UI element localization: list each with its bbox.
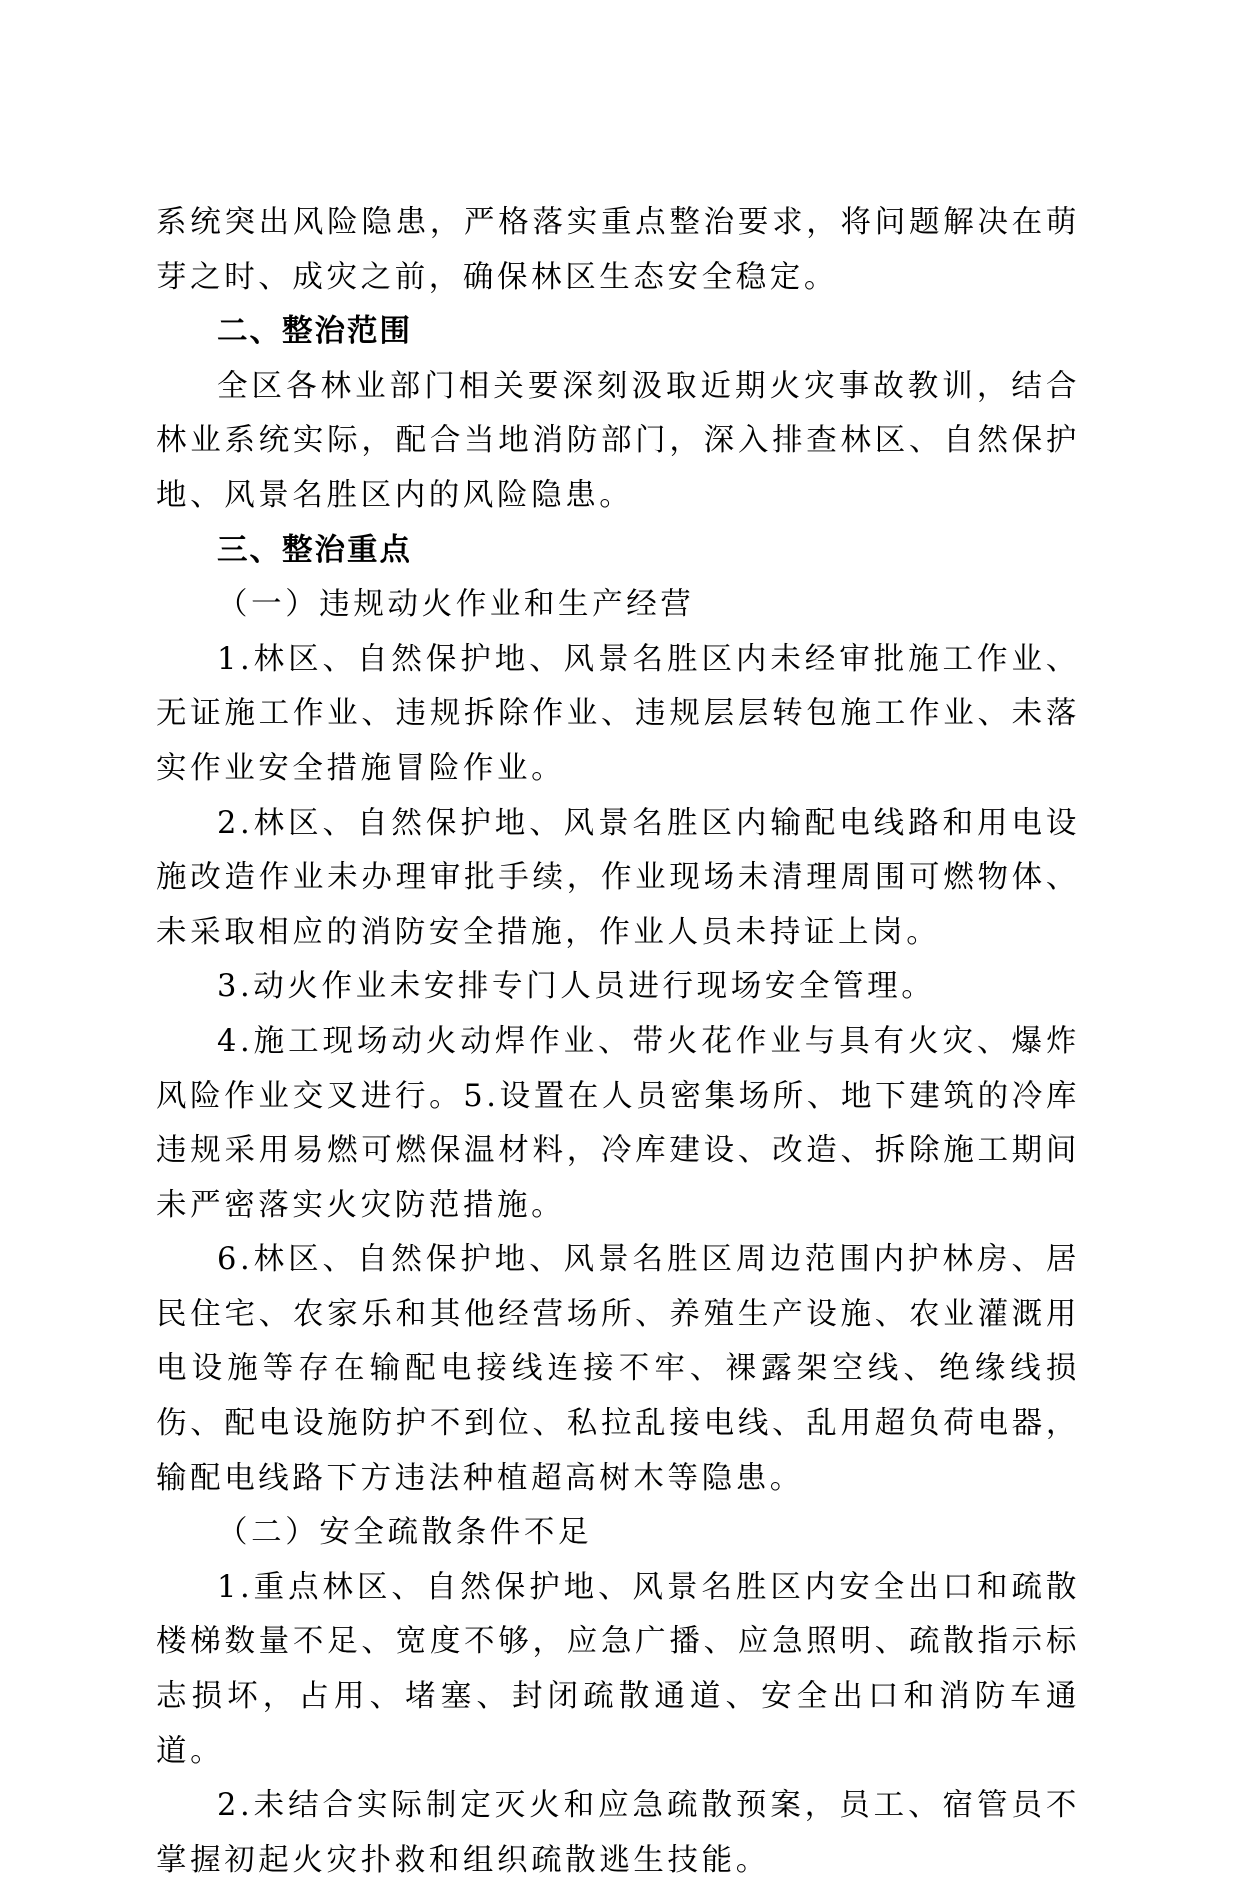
list-item-1-6: 6.林区、自然保护地、风景名胜区周边范围内护林房、居民住宅、农家乐和其他经营场所、养殖生产设施、农业灌溉用电设施等存在输配电接线连接不牢、裸露架空线、绝缘线损伤、配电设施防护不到位、私拉乱接电线、乱用超负荷电器，输配电线路下方违法种植超高树木等隐患。 [156, 1242, 1080, 1496]
list-item-1-3: 3.动火作业未安排专门人员进行现场安全管理。 [217, 969, 936, 1005]
list-item-2-2: 2.未结合实际制定灭火和应急疏散预案，员工、宿管员不掌握初起火灾扑救和组织疏散逃生技能。 [156, 1788, 1080, 1878]
list-item-1-4-5: 4.施工现场动火动焊作业、带火花作业与具有火灾、爆炸风险作业交叉进行。5.设置在人员密集场所、地下建筑的冷库违规采用易燃可燃保温材料，冷库建设、改造、拆除施工期间未严密落实火灾防范措施。 [156, 1023, 1080, 1223]
section-heading-focus: 三、整治重点 [217, 532, 412, 568]
list-item-1-1: 1.林区、自然保护地、风景名胜区内未经审批施工作业、无证施工作业、违规拆除作业、违规层层转包施工作业、未落实作业安全措施冒险作业。 [156, 641, 1080, 786]
paragraph-scope: 全区各林业部门相关要深刻汲取近期火灾事故教训，结合林业系统实际，配合当地消防部门，深入排查林区、自然保护地、风景名胜区内的风险隐患。 [156, 368, 1080, 513]
subsection-heading-fire-operations: （一）违规动火作业和生产经营 [217, 587, 695, 623]
paragraph-continuation: 系统突出风险隐患，严格落实重点整治要求，将问题解决在萌芽之时、成灾之前，确保林区生态安全稳定。 [156, 205, 1080, 295]
section-heading-scope: 二、整治范围 [217, 314, 412, 350]
document-body [156, 196, 1080, 1888]
list-item-2-1: 1.重点林区、自然保护地、风景名胜区内安全出口和疏散楼梯数量不足、宽度不够，应急广播、应急照明、疏散指示标志损坏，占用、堵塞、封闭疏散通道、安全出口和消防车通道。 [156, 1569, 1080, 1769]
list-item-1-2: 2.林区、自然保护地、风景名胜区内输配电线路和用电设施改造作业未办理审批手续，作业现场未清理周围可燃物体、未采取相应的消防安全措施，作业人员未持证上岗。 [156, 805, 1080, 950]
subsection-heading-evacuation: （二）安全疏散条件不足 [217, 1515, 593, 1551]
